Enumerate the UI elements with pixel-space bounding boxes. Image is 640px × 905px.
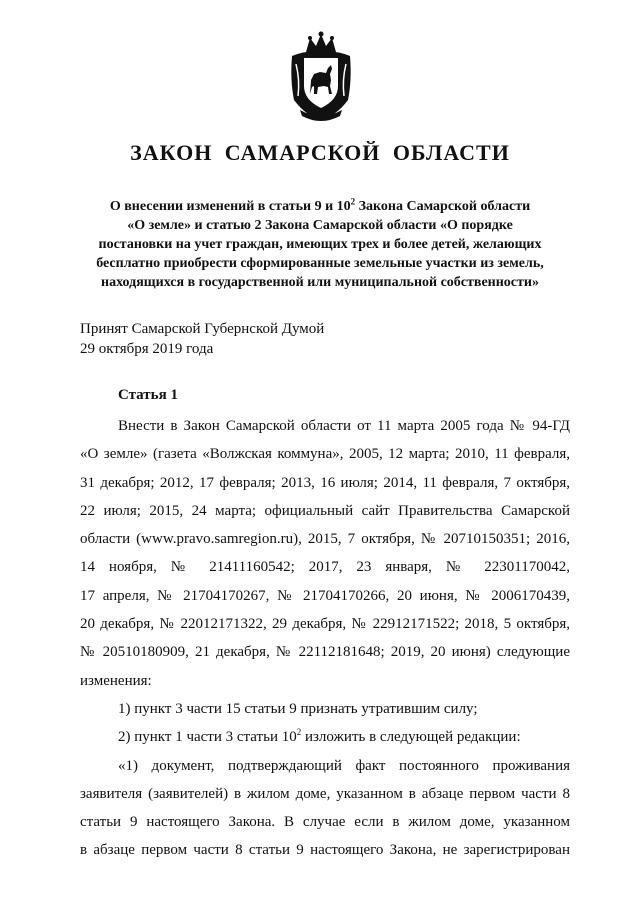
subtitle-line: находящихся в государственной или муниципальной собственности» <box>101 275 539 290</box>
text-line: изменения: <box>80 672 152 689</box>
text-line: 2) пункт 1 части 3 статьи $10^2$ изложить в следующей редакции: <box>118 727 521 746</box>
subtitle-line: бесплатно приобрести сформированные земельные участки из земель, <box>96 256 544 271</box>
text-line: 14 ноября, № 21411160542; 2017, 23 января, № 22301170042, <box>80 559 570 576</box>
text-line: 17 апреля, № 21704170267, № 21704170266, 20 июня, № 2006170439, <box>80 587 570 604</box>
text-line: 20 декабря, № 22012171322, 29 декабря, № 22912171522; 2018, 5 октября, <box>80 616 570 633</box>
article-heading: Статья 1 <box>118 387 178 403</box>
subtitle-line: О внесении изменений в статьи 9 и $10^2$ Закона Самарской области <box>109 196 531 214</box>
text-line: Внести в Закон Самарской области от 11 марта 2005 года № 94-ГД <box>118 418 570 434</box>
text-line: 31 декабря; 2012, 17 февраля; 2013, 16 июля; 2014, 11 февраля, 7 октября, <box>80 474 570 491</box>
text-line: 22 июля; 2015, 24 марта; официальный сайт Правительства Самарской <box>80 502 570 519</box>
law-title: ЗАКОН САМАРСКОЙ ОБЛАСТИ <box>130 140 510 165</box>
text-line: «1) документ, подтверждающий факт постоянного проживания <box>118 757 570 774</box>
adoption-info <box>80 319 324 359</box>
text-line: статьи 9 настоящего Закона. В случае если в жилом доме, указанном <box>80 814 570 831</box>
text-line: заявителя (заявителей) в жилом доме, указанном в абзаце первом части 8 <box>80 785 570 802</box>
samara-coat-of-arms-icon <box>286 30 356 122</box>
text-line: «О земле» (газета «Волжская коммуна», 2005, 12 марта; 2010, 11 февраля, <box>80 446 570 463</box>
subtitle-line: постановки на учет граждан, имеющих трех и более детей, желающих <box>98 237 542 252</box>
adoption-date: 29 октября 2019 года <box>80 341 214 357</box>
text-line: № 20510180909, 21 декабря, № 22112181648; 2019, 20 июня) следующие <box>80 644 570 661</box>
text-line: 1) пункт 3 части 15 статьи 9 признать утратившим силу; <box>118 700 478 717</box>
subtitle-line: «О земле» и статью 2 Закона Самарской области «О порядке <box>127 218 513 233</box>
article-body <box>80 412 570 865</box>
text-line: области (www.pravo.samregion.ru), 2015, 7 октября, № 20710150351; 2016, <box>80 531 570 548</box>
law-subtitle <box>80 197 560 292</box>
adoption-body: Принят Самарской Губернской Думой <box>80 321 325 337</box>
text-line: в абзаце первом части 8 статьи 9 настоящего Закона, не зарегистрирован <box>80 842 570 859</box>
